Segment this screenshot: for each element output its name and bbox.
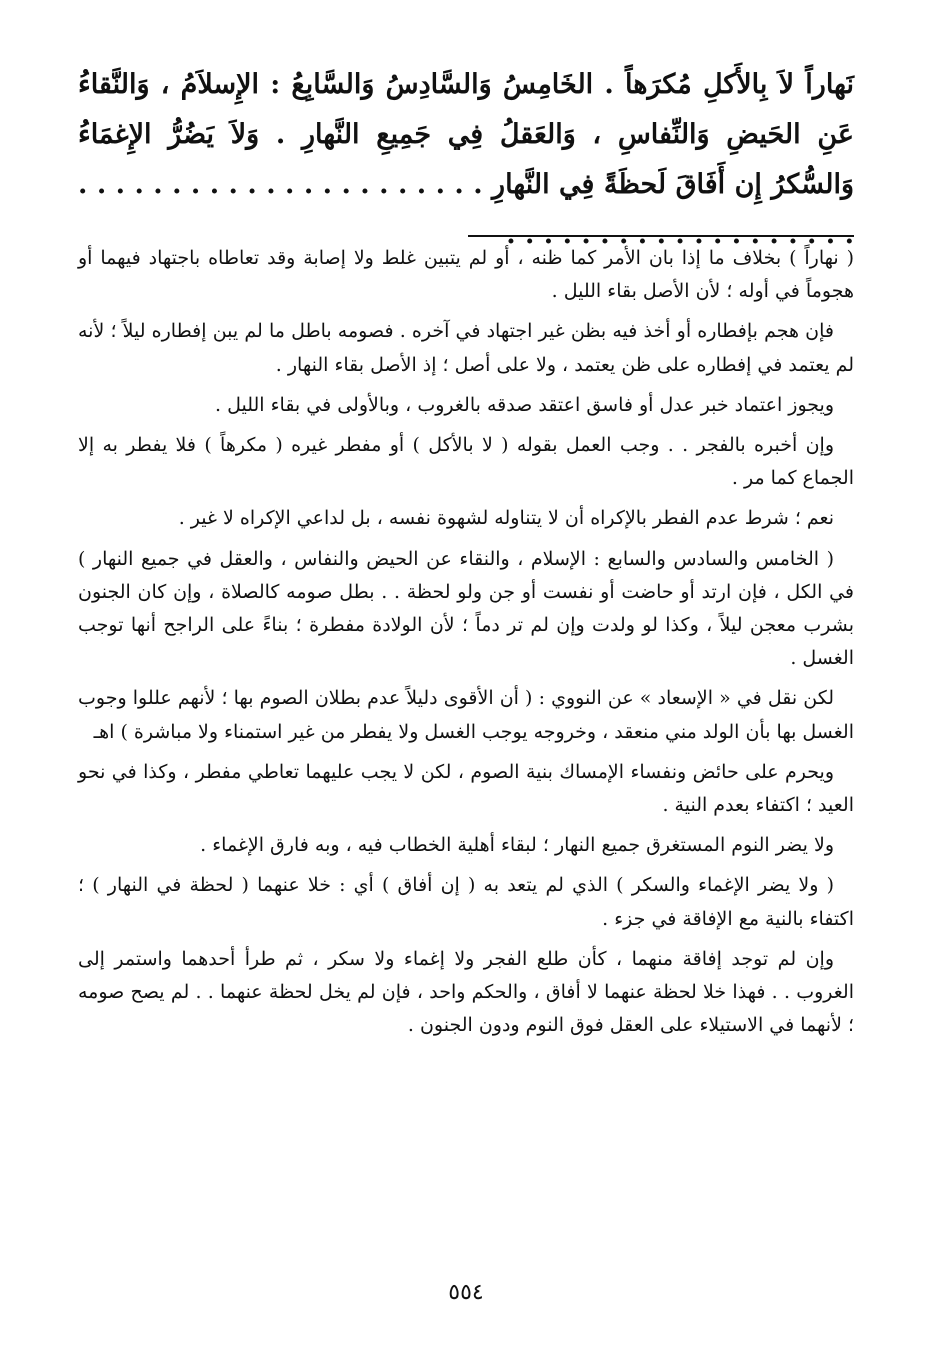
sharh-paragraph: نعم ؛ شرط عدم الفطر بالإكراه أن لا يتناوله لشهوة نفسه ، بل لداعي الإكراه لا غير .	[178, 507, 834, 530]
footnote-divider	[468, 235, 854, 237]
sharh-paragraph: وإن أخبره بالفجر . . وجب العمل بقوله ( لا بالأكل ) أو مفطر غيره ( مكرهاً ) فلا يفطر به إلا الجماع كما مر .	[78, 434, 854, 490]
sharh-paragraph: لكن نقل في « الإسعاد » عن النووي : ( أن الأقوى دليلاً عدم بطلان الصوم بها ؛ لأنهم عللوا وجوب الغسل بها بأن الولد مني منعقد ، وخروجه يوجب الغسل ولا يفطر من غير استمناء ولا مباشرة ) اهـ	[78, 687, 854, 743]
sharh-paragraph: ( الخامس والسادس والسابع : الإسلام ، والنقاء عن الحيض والنفاس ، والعقل في جميع النهار ) في الكل ، فإن ارتد أو حاضت أو نفست أو جن ولو لحظة . . بطل صومه كالصلاة ، وإن كان الجنون بشرب معجن ليلاً ، وكذا لو ولدت وإن لم تر دماً ؛ لأن الولادة مفطرة ؛ بناءً على الراجح أنها توجب الغسل .	[78, 547, 854, 670]
sharh-paragraph: ويجوز اعتماد خبر عدل أو فاسق اعتقد صدقه بالغروب ، وبالأولى في بقاء الليل .	[215, 393, 834, 416]
matn-text-block	[78, 60, 854, 260]
sharh-paragraph: ويحرم على حائض ونفساء الإمساك بنية الصوم ، لكن لا يجب عليهما تعاطي مفطر ، وكذا في نحو العيد ؛ اكتفاء بعدم النية .	[78, 760, 854, 817]
sharh-paragraph: ( نهاراً ) بخلاف ما إذا بان الأمر كما ظنه ، أو لم يتبين غلط ولا إصابة وقد تعاطاه باجتهاد فيهما أو هجوماً في أوله ؛ لأن الأصل بقاء الليل .	[78, 247, 854, 303]
matn-line: نَهاراً لاَ بِالأَكلِ مُكرَهاً . الخَامِسُ وَالسَّادِسُ وَالسَّابِعُ : الإِسلاَمُ ، وَالنَّقاءُ عَنِ الحَيضِ وَالنِّفاسِ ، وَالعَقلُ فِي جَمِيعِ النَّهارِ . وَلاَ يَضُرُّ الإِغمَاءُ وَالسُّكرُ إِن أَفَاقَ لَحظَةً فِي النَّهارِ . . . . . . . . . . . . . . . . . . . . . . . . . . . . . . . . . . . . . . . . .	[78, 69, 854, 250]
book-page	[78, 0, 854, 1372]
sharh-text-block	[78, 242, 854, 1049]
sharh-paragraph: ولا يضر النوم المستغرق جميع النهار ؛ لبقاء أهلية الخطاب فيه ، وبه فارق الإغماء .	[200, 834, 834, 857]
page-number: ٥٥٤	[448, 1280, 484, 1305]
sharh-paragraph: فإن هجم بإفطاره أو أخذ فيه بظن غير اجتهاد في آخره . فصومه باطل ما لم يبن إفطاره ليلاً ؛ لأنه لم يعتمد في إفطاره على ظن يعتمد ، ولا على أصل ؛ إذ الأصل بقاء النهار .	[78, 320, 854, 376]
sharh-paragraph: وإن لم توجد إفاقة منهما ، كأن طلع الفجر ولا إغماء ولا سكر ، ثم طرأ أحدهما واستمر إلى الغروب . . فهذا خلا لحظة عنهما لا أفاق ، والحكم واحد ، فإن لم يخل لحظة عنهما . . لم يصح صومه ؛ لأنهما في الاستيلاء على العقل فوق النوم ودون الجنون .	[78, 947, 854, 1037]
sharh-paragraph: ( ولا يضر الإغماء والسكر ) الذي لم يتعد به ( إن أفاق ) أي : خلا عنهما ( لحظة في النهار ) ؛ اكتفاء بالنية مع الإفاقة في جزء .	[78, 874, 854, 930]
